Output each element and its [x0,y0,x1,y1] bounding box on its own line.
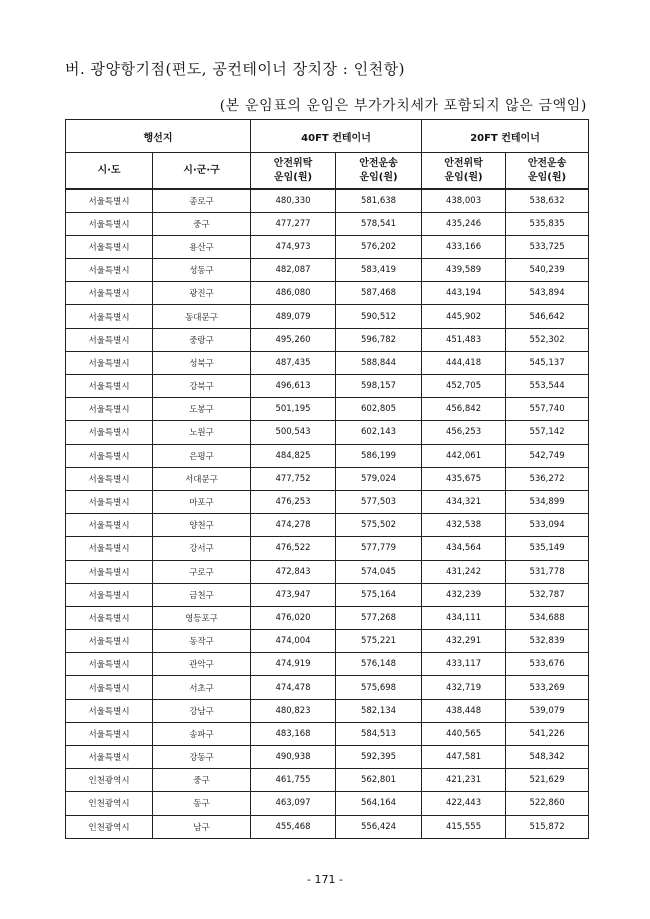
cell-40ft-consign: 490,938 [251,746,336,769]
cell-40ft-transport: 590,512 [336,305,422,328]
cell-20ft-transport: 552,302 [506,328,589,351]
table-body [66,189,589,838]
cell-sigungu: 강북구 [153,375,251,398]
table-row [66,769,589,792]
table-row [66,235,589,258]
cell-40ft-consign: 486,080 [251,282,336,305]
cell-sido: 인천광역시 [66,769,153,792]
cell-40ft-transport: 586,199 [336,444,422,467]
header-20ft-consign-rate: 안전위탁 운임(원) [422,153,506,190]
table-row [66,722,589,745]
cell-20ft-transport: 521,629 [506,769,589,792]
table-row [66,212,589,235]
cell-40ft-transport: 577,268 [336,606,422,629]
cell-20ft-transport: 557,142 [506,421,589,444]
header-40ft-transport-rate: 안전운송 운임(원) [336,153,422,190]
cell-sigungu: 중구 [153,212,251,235]
cell-sigungu: 강남구 [153,699,251,722]
cell-20ft-consign: 447,581 [422,746,506,769]
cell-sigungu: 서초구 [153,676,251,699]
cell-sido: 서울특별시 [66,467,153,490]
cell-20ft-transport: 522,860 [506,792,589,815]
cell-20ft-consign: 433,166 [422,235,506,258]
table-row [66,514,589,537]
table-row [66,490,589,513]
cell-20ft-transport: 534,688 [506,606,589,629]
cell-40ft-transport: 564,164 [336,792,422,815]
cell-20ft-consign: 445,902 [422,305,506,328]
cell-20ft-transport: 533,094 [506,514,589,537]
table-row [66,630,589,653]
cell-40ft-transport: 578,541 [336,212,422,235]
cell-sigungu: 마포구 [153,490,251,513]
cell-40ft-transport: 581,638 [336,189,422,212]
cell-40ft-consign: 489,079 [251,305,336,328]
table-row [66,792,589,815]
cell-20ft-consign: 451,483 [422,328,506,351]
header-20ft-container: 20FT 컨테이너 [422,120,589,153]
cell-sido: 서울특별시 [66,653,153,676]
cell-40ft-consign: 474,973 [251,235,336,258]
freight-rate-table [65,119,589,839]
cell-20ft-consign: 439,589 [422,259,506,282]
cell-20ft-consign: 435,675 [422,467,506,490]
cell-40ft-transport: 575,221 [336,630,422,653]
cell-40ft-consign: 500,543 [251,421,336,444]
cell-sigungu: 광진구 [153,282,251,305]
cell-40ft-transport: 602,143 [336,421,422,444]
cell-20ft-transport: 540,239 [506,259,589,282]
cell-sigungu: 관악구 [153,653,251,676]
table-row [66,699,589,722]
table-row [66,746,589,769]
cell-sigungu: 동대문구 [153,305,251,328]
cell-40ft-consign: 474,004 [251,630,336,653]
cell-40ft-consign: 495,260 [251,328,336,351]
cell-sido: 서울특별시 [66,444,153,467]
cell-sido: 서울특별시 [66,630,153,653]
cell-20ft-transport: 534,899 [506,490,589,513]
cell-20ft-transport: 538,632 [506,189,589,212]
cell-sido: 서울특별시 [66,189,153,212]
cell-20ft-consign: 432,719 [422,676,506,699]
cell-40ft-transport: 598,157 [336,375,422,398]
cell-sigungu: 금천구 [153,583,251,606]
cell-20ft-transport: 532,787 [506,583,589,606]
cell-40ft-consign: 455,468 [251,815,336,838]
header-destination: 행선지 [66,120,251,153]
cell-sido: 인천광역시 [66,792,153,815]
cell-40ft-transport: 576,148 [336,653,422,676]
cell-40ft-consign: 501,195 [251,398,336,421]
cell-40ft-consign: 461,755 [251,769,336,792]
cell-40ft-consign: 476,522 [251,537,336,560]
cell-sigungu: 은평구 [153,444,251,467]
table-row [66,328,589,351]
table-row [66,282,589,305]
cell-40ft-transport: 575,502 [336,514,422,537]
cell-40ft-transport: 592,395 [336,746,422,769]
cell-20ft-transport: 533,676 [506,653,589,676]
cell-sigungu: 강서구 [153,537,251,560]
table-row [66,537,589,560]
cell-20ft-consign: 434,564 [422,537,506,560]
cell-40ft-transport: 584,513 [336,722,422,745]
table-row [66,305,589,328]
cell-sigungu: 중랑구 [153,328,251,351]
cell-40ft-transport: 574,045 [336,560,422,583]
cell-40ft-consign: 463,097 [251,792,336,815]
table-row [66,560,589,583]
cell-20ft-transport: 546,642 [506,305,589,328]
cell-20ft-consign: 435,246 [422,212,506,235]
cell-20ft-consign: 432,291 [422,630,506,653]
cell-sigungu: 송파구 [153,722,251,745]
cell-sido: 인천광역시 [66,815,153,838]
table-row [66,189,589,212]
cell-20ft-consign: 456,842 [422,398,506,421]
cell-20ft-transport: 541,226 [506,722,589,745]
cell-sido: 서울특별시 [66,699,153,722]
cell-sigungu: 동작구 [153,630,251,653]
cell-20ft-transport: 535,835 [506,212,589,235]
cell-20ft-consign: 434,321 [422,490,506,513]
cell-20ft-transport: 543,894 [506,282,589,305]
cell-sido: 서울특별시 [66,282,153,305]
cell-40ft-consign: 477,277 [251,212,336,235]
cell-40ft-transport: 587,468 [336,282,422,305]
cell-40ft-transport: 583,419 [336,259,422,282]
section-title: 버. 광양항기점(편도, 공컨테이너 장치장 : 인천항) [65,60,405,78]
cell-sigungu: 강동구 [153,746,251,769]
cell-40ft-consign: 482,087 [251,259,336,282]
cell-40ft-transport: 576,202 [336,235,422,258]
cell-20ft-consign: 440,565 [422,722,506,745]
cell-20ft-transport: 545,137 [506,351,589,374]
cell-20ft-consign: 456,253 [422,421,506,444]
cell-20ft-consign: 442,061 [422,444,506,467]
cell-20ft-transport: 539,079 [506,699,589,722]
cell-sigungu: 구로구 [153,560,251,583]
cell-40ft-consign: 483,168 [251,722,336,745]
cell-sido: 서울특별시 [66,351,153,374]
cell-sido: 서울특별시 [66,583,153,606]
cell-40ft-transport: 575,698 [336,676,422,699]
cell-20ft-consign: 433,117 [422,653,506,676]
cell-sido: 서울특별시 [66,722,153,745]
header-sigungu: 시·군·구 [153,153,251,190]
cell-sigungu: 영등포구 [153,606,251,629]
cell-sido: 서울특별시 [66,259,153,282]
cell-40ft-consign: 480,823 [251,699,336,722]
cell-sigungu: 용산구 [153,235,251,258]
cell-sigungu: 종로구 [153,189,251,212]
cell-sigungu: 서대문구 [153,467,251,490]
cell-20ft-consign: 431,242 [422,560,506,583]
cell-40ft-consign: 480,330 [251,189,336,212]
cell-sido: 서울특별시 [66,606,153,629]
cell-40ft-transport: 562,801 [336,769,422,792]
cell-20ft-consign: 443,194 [422,282,506,305]
cell-20ft-transport: 515,872 [506,815,589,838]
cell-40ft-consign: 484,825 [251,444,336,467]
cell-sido: 서울특별시 [66,514,153,537]
cell-sido: 서울특별시 [66,560,153,583]
cell-sido: 서울특별시 [66,328,153,351]
cell-sigungu: 성동구 [153,259,251,282]
cell-sigungu: 양천구 [153,514,251,537]
table-row [66,467,589,490]
cell-20ft-consign: 415,555 [422,815,506,838]
cell-sido: 서울특별시 [66,235,153,258]
cell-sido: 서울특별시 [66,537,153,560]
cell-20ft-transport: 536,272 [506,467,589,490]
table-row [66,421,589,444]
cell-sido: 서울특별시 [66,490,153,513]
cell-sido: 서울특별시 [66,421,153,444]
cell-20ft-consign: 438,003 [422,189,506,212]
cell-40ft-consign: 476,020 [251,606,336,629]
cell-40ft-consign: 474,478 [251,676,336,699]
cell-20ft-transport: 533,269 [506,676,589,699]
cell-40ft-consign: 474,278 [251,514,336,537]
cell-40ft-consign: 472,843 [251,560,336,583]
cell-20ft-consign: 421,231 [422,769,506,792]
table-row [66,375,589,398]
cell-20ft-transport: 533,725 [506,235,589,258]
cell-40ft-transport: 596,782 [336,328,422,351]
header-40ft-container: 40FT 컨테이너 [251,120,422,153]
cell-20ft-transport: 535,149 [506,537,589,560]
page-number: - 171 - [307,873,343,886]
table-row [66,583,589,606]
cell-20ft-consign: 422,443 [422,792,506,815]
cell-40ft-transport: 588,844 [336,351,422,374]
table-row [66,444,589,467]
cell-sigungu: 성북구 [153,351,251,374]
table-row [66,259,589,282]
cell-sido: 서울특별시 [66,212,153,235]
cell-40ft-consign: 477,752 [251,467,336,490]
cell-sigungu: 중구 [153,769,251,792]
cell-40ft-consign: 476,253 [251,490,336,513]
cell-sido: 서울특별시 [66,375,153,398]
cell-40ft-transport: 556,424 [336,815,422,838]
cell-40ft-transport: 577,503 [336,490,422,513]
cell-40ft-consign: 496,613 [251,375,336,398]
table-row [66,653,589,676]
cell-sido: 서울특별시 [66,398,153,421]
cell-40ft-transport: 579,024 [336,467,422,490]
cell-sigungu: 도봉구 [153,398,251,421]
table-row [66,606,589,629]
cell-40ft-transport: 577,779 [336,537,422,560]
cell-40ft-transport: 602,805 [336,398,422,421]
cell-sido: 서울특별시 [66,305,153,328]
table-row [66,676,589,699]
cell-20ft-transport: 532,839 [506,630,589,653]
table-row [66,815,589,838]
cell-sigungu: 남구 [153,815,251,838]
cell-20ft-transport: 557,740 [506,398,589,421]
cell-20ft-consign: 434,111 [422,606,506,629]
table-row [66,351,589,374]
cell-sigungu: 동구 [153,792,251,815]
cell-40ft-consign: 487,435 [251,351,336,374]
cell-20ft-transport: 542,749 [506,444,589,467]
cell-40ft-consign: 473,947 [251,583,336,606]
cell-sido: 서울특별시 [66,746,153,769]
header-20ft-transport-rate: 안전운송 운임(원) [506,153,589,190]
cell-40ft-transport: 582,134 [336,699,422,722]
cell-20ft-consign: 432,538 [422,514,506,537]
vat-note: (본 운임표의 운임은 부가가치세가 포함되지 않은 금액임) [219,98,587,114]
cell-40ft-consign: 474,919 [251,653,336,676]
cell-20ft-transport: 553,544 [506,375,589,398]
header-sido: 시·도 [66,153,153,190]
cell-20ft-consign: 432,239 [422,583,506,606]
cell-20ft-transport: 531,778 [506,560,589,583]
cell-40ft-transport: 575,164 [336,583,422,606]
table-row [66,398,589,421]
cell-20ft-transport: 548,342 [506,746,589,769]
header-40ft-consign-rate: 안전위탁 운임(원) [251,153,336,190]
cell-20ft-consign: 452,705 [422,375,506,398]
cell-20ft-consign: 444,418 [422,351,506,374]
cell-sido: 서울특별시 [66,676,153,699]
cell-20ft-consign: 438,448 [422,699,506,722]
cell-sigungu: 노원구 [153,421,251,444]
